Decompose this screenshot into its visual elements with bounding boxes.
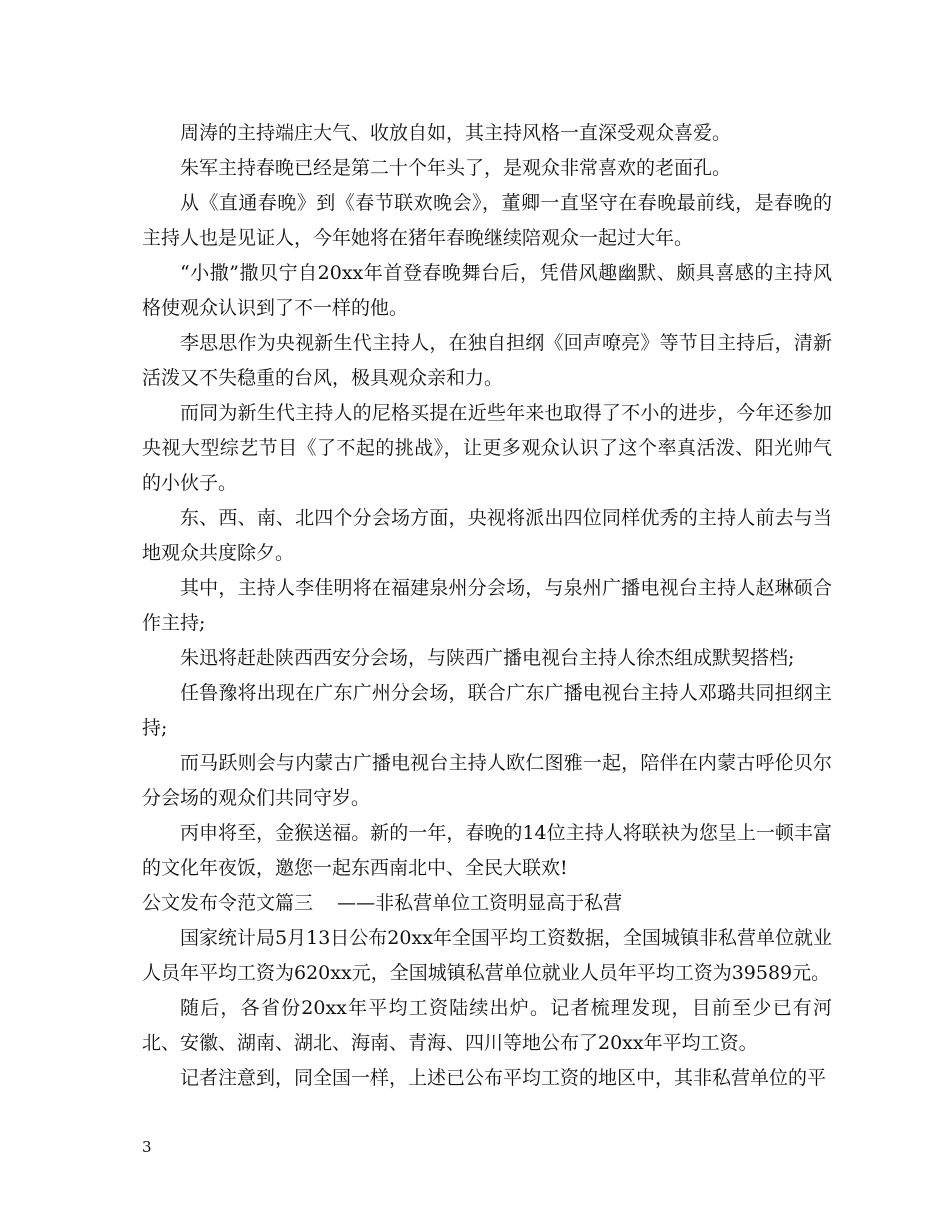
paragraph: 东、西、南、北四个分会场方面，央视将派出四位同样优秀的主持人前去与当地观众共度除夕。	[142, 507, 832, 564]
document-body	[142, 116, 832, 1096]
paragraph: 周涛的主持端庄大气、收放自如，其主持风格一直深受观众喜爱。	[180, 122, 732, 144]
paragraph: 朱军主持春晚已经是第二十个年头了，是观众非常喜欢的老面孔。	[180, 157, 732, 179]
paragraph: “小撒”撒贝宁自20xx年首登春晚舞台后，凭借风趣幽默、颇具喜感的主持风格使观众认识到了不一样的他。	[142, 262, 832, 319]
paragraph: 朱迅将赶赴陕西西安分会场，与陕西广播电视台主持人徐杰组成默契搭档;	[180, 647, 795, 669]
paragraph: 李思思作为央视新生代主持人，在独自担纲《回声嘹亮》等节目主持后，清新活泼又不失稳重的台风，极具观众亲和力。	[142, 332, 832, 389]
paragraph: 任鲁豫将出现在广东广州分会场，联合广东广播电视台主持人邓璐共同担纲主持;	[142, 682, 832, 739]
paragraph: 丙申将至，金猴送福。新的一年，春晚的14位主持人将联袂为您呈上一顿丰富的文化年夜饭，邀您一起东西南北中、全民大联欢!	[142, 822, 832, 879]
paragraph: 记者注意到，同全国一样，上述已公布平均工资的地区中，其非私营单位的平	[180, 1067, 827, 1089]
section-heading: 公文发布令范文篇三 ——非私营单位工资明显高于私营	[142, 892, 623, 914]
paragraph: 而马跃则会与内蒙古广播电视台主持人欧仁图雅一起，陪伴在内蒙古呼伦贝尔分会场的观众们共同守岁。	[142, 752, 832, 809]
paragraph: 从《直通春晚》到《春节联欢晚会》，董卿一直坚守在春晚最前线，是春晚的主持人也是见证人，今年她将在猪年春晚继续陪观众一起过大年。	[142, 192, 832, 249]
paragraph: 而同为新生代主持人的尼格买提在近些年来也取得了不小的进步，今年还参加央视大型综艺节目《了不起的挑战》，让更多观众认识了这个率真活泼、阳光帅气的小伙子。	[142, 402, 832, 494]
paragraph: 随后，各省份20xx年平均工资陆续出炉。记者梳理发现，目前至少已有河北、安徽、湖南、湖北、海南、青海、四川等地公布了20xx年平均工资。	[142, 997, 832, 1054]
paragraph: 其中，主持人李佳明将在福建泉州分会场，与泉州广播电视台主持人赵琳硕合作主持;	[142, 577, 832, 634]
page-number: 3	[142, 1138, 152, 1156]
paragraph: 国家统计局5月13日公布20xx年全国平均工资数据，全国城镇非私营单位就业人员年平均工资为620xx元，全国城镇私营单位就业人员年平均工资为39589元。	[142, 927, 832, 984]
